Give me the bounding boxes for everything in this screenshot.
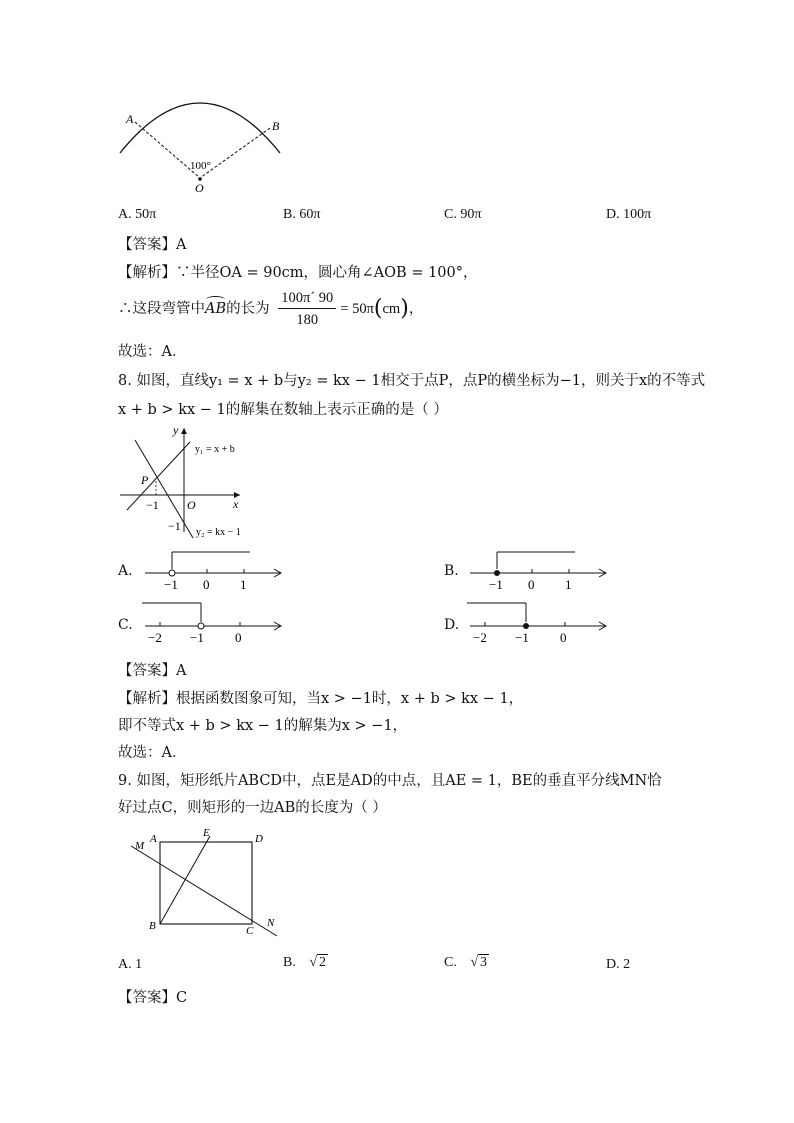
arc-length-result: = 50π xyxy=(340,301,374,317)
y1-label: y₁ = x + b xyxy=(195,444,235,455)
q8-option-d-numberline xyxy=(465,598,615,648)
tick-label: 0 xyxy=(235,630,242,645)
fraction-numerator: 100π´ 90 xyxy=(278,289,336,309)
q8-option-b-numberline xyxy=(465,545,615,595)
q8-option-b-letter: B. xyxy=(444,563,459,579)
q7-analysis-end: ， xyxy=(408,301,424,317)
arc-mark xyxy=(206,296,225,303)
tick-label: 1 xyxy=(565,577,572,592)
q9-stem-line1: 9. 如图，矩形纸片ABCD中，点E是AD的中点，且AE = 1，BE的垂直平分线MN恰 xyxy=(118,773,662,789)
q8-option-a-letter: A. xyxy=(118,563,133,579)
arc-length-fraction xyxy=(278,289,336,329)
open-endpoint xyxy=(198,623,204,629)
origin-label: O xyxy=(187,498,196,512)
label-b: B xyxy=(149,920,156,932)
q7-analysis-mid: 的长为 xyxy=(226,301,270,317)
q8-option-d-letter: D. xyxy=(444,617,460,633)
q7-option-d: D. 100π xyxy=(606,207,652,222)
arc-length-unit: cm xyxy=(382,301,401,317)
q8-stem-line1: 8. 如图，直线y₁ = x + b与y₂ = kx − 1相交于点P，点P的横坐标为−1，则关于x的不等式 xyxy=(118,373,706,389)
tick-label: 0 xyxy=(560,630,567,645)
p-label: P xyxy=(141,473,149,487)
label-o: O xyxy=(195,181,204,195)
q9-option-d: D. 2 xyxy=(606,957,631,972)
neg1-y-label: −1 xyxy=(168,519,181,533)
arc-curve xyxy=(120,103,280,153)
label-a: A xyxy=(126,112,134,126)
tick-label: −1 xyxy=(164,577,178,592)
q8-stem-line2: x + b > kx − 1的解集在数轴上表示正确的是（ ） xyxy=(118,402,448,418)
sqrt-3: √ 3 xyxy=(470,955,488,970)
tick-label: −2 xyxy=(148,630,162,645)
tick-label: −1 xyxy=(190,630,204,645)
q9-option-a: A. 1 xyxy=(118,957,143,972)
closed-endpoint xyxy=(523,623,529,629)
q8-analysis-line1: 【解析】根据函数图象可知，当x > −1时，x + b > kx − 1， xyxy=(118,691,524,707)
label-c: C xyxy=(246,925,254,937)
q9-option-b-letter: B. xyxy=(283,955,296,970)
tick-label: 0 xyxy=(528,577,535,592)
sqrt-2-radicand: 2 xyxy=(319,955,327,970)
neg1-x-label: −1 xyxy=(146,498,159,512)
label-n: N xyxy=(267,917,275,929)
q8-conclusion: 故选：A． xyxy=(118,745,187,761)
label-a: A xyxy=(150,833,157,845)
q9-stem-line2: 好过点C，则矩形的一边AB的长度为（ ） xyxy=(118,800,387,816)
tick-label: 0 xyxy=(203,577,210,592)
label-d: D xyxy=(255,833,263,845)
sqrt-3-radicand: 3 xyxy=(480,955,488,970)
tick-label: 1 xyxy=(240,577,247,592)
x-axis-label: x xyxy=(233,497,239,511)
q8-answer: 【答案】A xyxy=(118,663,187,679)
sqrt-2: √ 2 xyxy=(309,955,327,970)
q8-line-graph xyxy=(115,420,265,545)
tick-label: −2 xyxy=(473,630,487,645)
closed-endpoint xyxy=(494,570,500,576)
q7-option-a: A. 50π xyxy=(118,207,157,222)
q7-conclusion: 故选：A． xyxy=(118,344,187,360)
y-axis-label: y xyxy=(173,423,179,437)
label-angle: 100° xyxy=(190,160,211,172)
fraction-denominator: 180 xyxy=(296,312,319,328)
arc-sector-figure xyxy=(110,88,300,198)
q7-analysis-line2: ∴这段弯管中AB 的长为 $\frac{100\pi´ 90}{180}$ = 50π(cm)， xyxy=(118,290,424,328)
q8-analysis-line2: 即不等式x + b > kx − 1的解集为x > −1， xyxy=(118,718,408,734)
y2-label: y₂ = kx − 1 xyxy=(196,527,241,538)
q7-option-b: B. 60π xyxy=(283,207,321,222)
label-b: B xyxy=(272,119,280,133)
segment-be xyxy=(160,836,210,924)
tick-label: −1 xyxy=(489,577,503,592)
label-m: M xyxy=(135,840,145,852)
q9-answer: 【答案】C xyxy=(118,990,188,1006)
q7-analysis-prefix: ∴这段弯管中 xyxy=(118,301,205,317)
arc-ab-label: AB xyxy=(205,288,226,330)
label-e: E xyxy=(203,827,210,839)
q9-option-c-letter: C. xyxy=(444,955,457,970)
q9-option-c xyxy=(444,955,489,971)
q8-option-a-numberline xyxy=(140,545,290,595)
q8-option-c-letter: C. xyxy=(118,617,133,633)
q8-option-c-numberline xyxy=(140,598,290,648)
q7-option-c: C. 90π xyxy=(444,207,482,222)
tick-label: −1 xyxy=(515,630,529,645)
open-endpoint xyxy=(169,570,175,576)
q7-answer: 【答案】A xyxy=(118,237,187,253)
q7-analysis-line1: 【解析】∵半径OA = 90cm，圆心角∠AOB = 100°， xyxy=(118,265,478,281)
q9-rectangle-figure xyxy=(125,826,285,941)
q9-option-b xyxy=(283,955,328,971)
